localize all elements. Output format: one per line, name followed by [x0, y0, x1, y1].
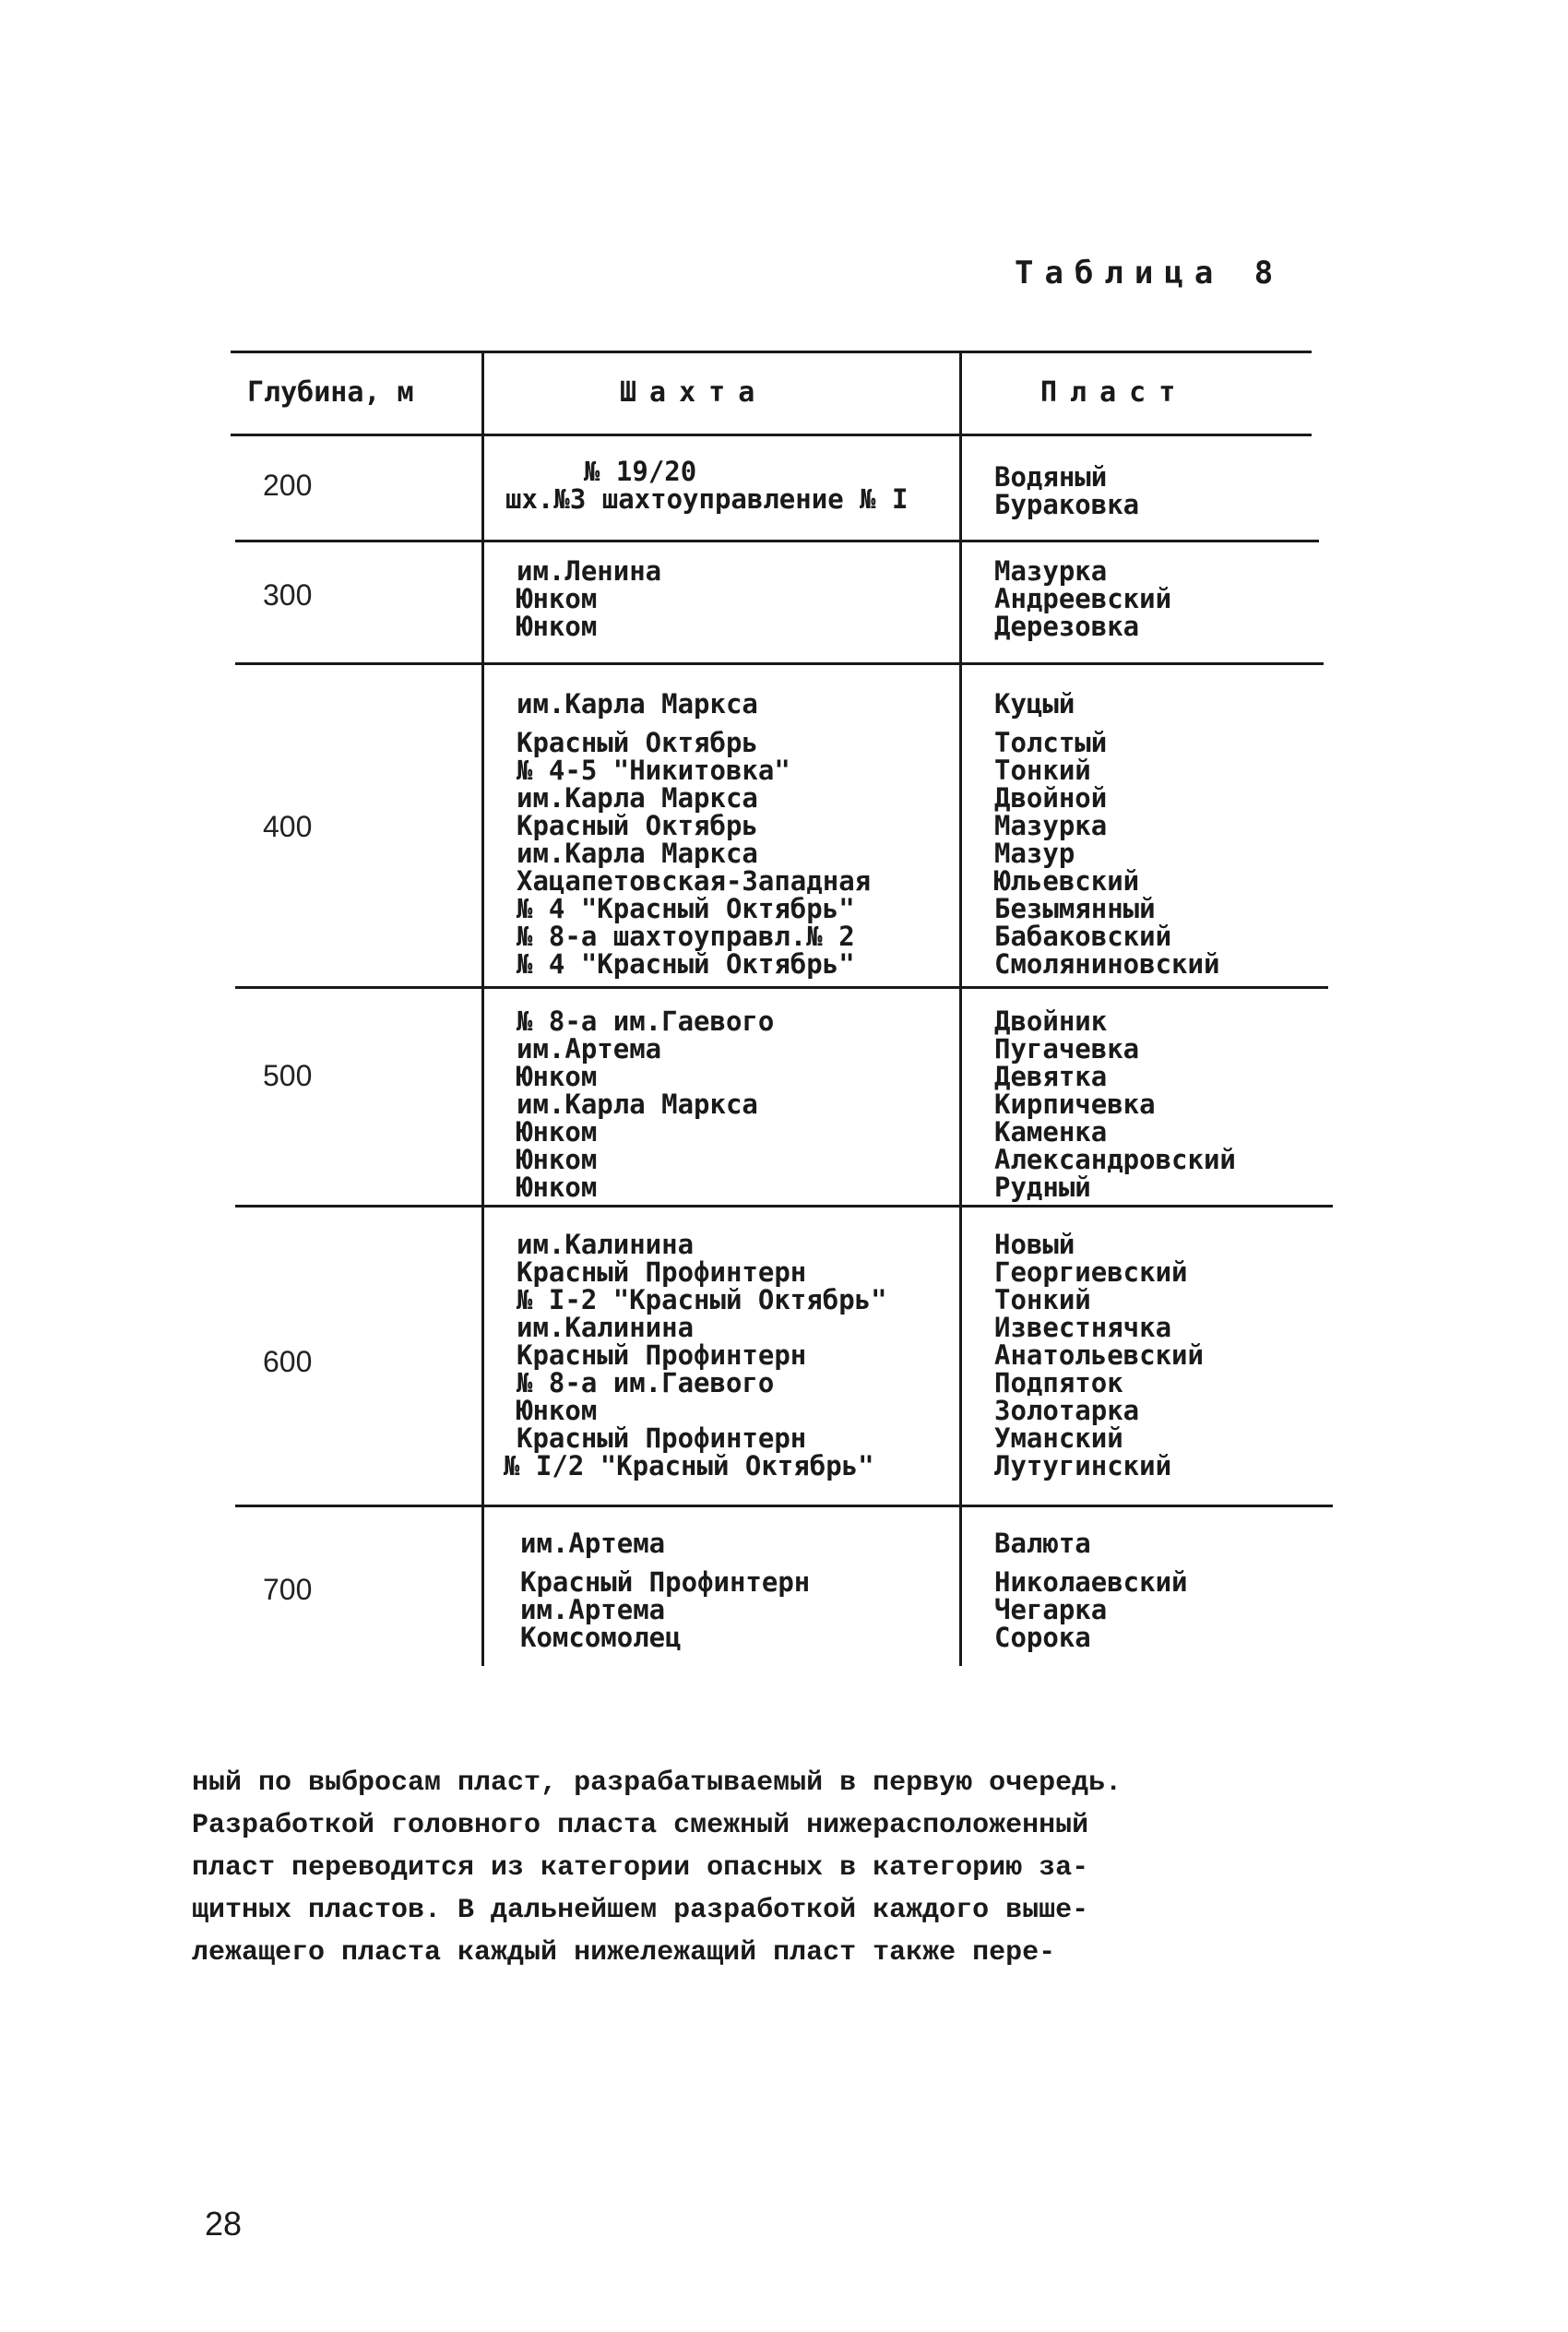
- mine-list: [517, 690, 871, 978]
- seam-item: Александровский: [994, 1144, 1236, 1175]
- mine-list: [520, 1529, 810, 1651]
- mine-item: Юнком: [517, 611, 598, 642]
- mine-item: им.Карла Маркса: [517, 782, 758, 814]
- seam-item: Новый: [994, 1229, 1075, 1260]
- seam-item: Девятка: [994, 1061, 1108, 1092]
- mine-item: им.Артема: [520, 1594, 666, 1625]
- mine-item: им.Ленина: [517, 555, 662, 587]
- mine-item: № I/2 "Красный Октябрь": [504, 1450, 874, 1481]
- seam-item: Бураковка: [994, 489, 1140, 520]
- mine-item: № I-2 "Красный Октябрь": [517, 1284, 887, 1315]
- mine-item: № 8-а им.Гаевого: [517, 1005, 775, 1037]
- mine-item: им.Калинина: [517, 1229, 695, 1260]
- paragraph-line: Разработкой головного пласта смежный нижерасположенный: [192, 1810, 1089, 1841]
- seam-item: Чегарка: [994, 1594, 1108, 1625]
- seam-item: Дерезовка: [994, 611, 1140, 642]
- mine-item: Юнком: [517, 1144, 598, 1175]
- row-divider: [235, 1205, 1333, 1208]
- seam-list: [994, 1231, 1204, 1480]
- header-mine: Шахта: [620, 376, 768, 409]
- mine-item: им.Калинина: [517, 1312, 695, 1343]
- seam-item: Мазурка: [994, 555, 1108, 587]
- mine-item: им.Артема: [517, 1033, 662, 1065]
- mine-item: № 8-а шахтоуправл.№ 2: [517, 921, 855, 952]
- table-caption: Таблица 8: [1015, 255, 1285, 292]
- mine-item: Красный Профинтерн: [517, 1256, 807, 1288]
- mine-item: № 19/20: [584, 456, 697, 487]
- mine-item: Красный Профинтерн: [517, 1339, 807, 1371]
- mine-item: Красный Профинтерн: [520, 1566, 811, 1598]
- seam-list: [994, 1007, 1236, 1201]
- seam-item: Толстый: [994, 727, 1108, 758]
- seam-item: Уманский: [994, 1422, 1123, 1454]
- mine-item: им.Артема: [520, 1528, 666, 1559]
- seam-item: Подпяток: [994, 1367, 1123, 1398]
- seam-item: Мазур: [994, 838, 1075, 869]
- mine-item: им.Карла Маркса: [517, 688, 758, 720]
- table-top-rule: [231, 351, 1312, 353]
- mine-list: [517, 557, 661, 640]
- row-divider: [235, 1505, 1333, 1507]
- depth-cell: 700: [263, 1573, 313, 1606]
- seam-item: Известнячка: [994, 1312, 1172, 1343]
- mine-item: им.Карла Маркса: [517, 838, 758, 869]
- mine-item: Хацапетовская-Западная: [517, 865, 872, 897]
- seam-item: Куцый: [994, 688, 1075, 720]
- mine-item: Юнком: [517, 1172, 598, 1203]
- seam-list: [994, 1529, 1188, 1651]
- seam-item: Мазурка: [994, 810, 1108, 841]
- row-divider: [235, 986, 1328, 989]
- seam-item: Николаевский: [994, 1566, 1188, 1598]
- seam-item: Лутугинский: [994, 1450, 1172, 1481]
- depth-cell: 300: [263, 578, 313, 612]
- seam-item: Анатольевский: [994, 1339, 1204, 1371]
- depth-cell: 400: [263, 810, 313, 843]
- seam-item: Тонкий: [994, 755, 1091, 786]
- mine-list: [517, 1007, 774, 1201]
- seam-item: Юльевский: [994, 865, 1140, 897]
- mine-item: Юнком: [517, 1395, 598, 1426]
- seam-item: Кирпичевка: [994, 1089, 1156, 1120]
- seam-item: Тонкий: [994, 1284, 1091, 1315]
- mine-list: [504, 1229, 887, 1481]
- column-divider-right: [959, 351, 962, 1666]
- mine-item: Комсомолец: [520, 1622, 682, 1653]
- depth-cell: 500: [263, 1059, 313, 1092]
- seam-item: Валюта: [994, 1528, 1091, 1559]
- seam-item: Золотарка: [994, 1395, 1140, 1426]
- paragraph-line: щитных пластов. В дальнейшем разработкой каждого выше-: [192, 1895, 1089, 1926]
- seam-list: [994, 557, 1171, 640]
- mine-item: № 4 "Красный Октябрь": [517, 948, 855, 980]
- seam-item: Пугачевка: [994, 1033, 1140, 1065]
- body-paragraph: [192, 1762, 1409, 1974]
- seam-item: Бабаковский: [994, 921, 1172, 952]
- mine-item: № 4-5 "Никитовка": [517, 755, 790, 786]
- seam-item: Сорока: [994, 1622, 1091, 1653]
- depth-cell: 600: [263, 1345, 313, 1378]
- column-divider-left: [481, 351, 484, 1666]
- seam-list: [994, 463, 1139, 518]
- seam-item: Андреевский: [994, 583, 1172, 614]
- page-number: 28: [205, 2205, 243, 2243]
- header-seam: Пласт: [1040, 376, 1189, 409]
- mine-item: Юнком: [517, 1116, 598, 1148]
- mine-item: Юнком: [517, 583, 598, 614]
- mine-item: Красный Октябрь: [517, 727, 758, 758]
- mine-item: Красный Октябрь: [517, 810, 758, 841]
- paragraph-line: ный по выбросам пласт, разрабатываемый в первую очередь.: [192, 1767, 1123, 1799]
- seam-item: Двойной: [994, 782, 1108, 814]
- row-divider: [235, 540, 1319, 542]
- seam-item: Рудный: [994, 1172, 1091, 1203]
- seam-item: Безымянный: [994, 893, 1156, 924]
- seam-item: Георгиевский: [994, 1256, 1188, 1288]
- mine-item: Красный Профинтерн: [517, 1422, 807, 1454]
- paragraph-line: лежащего пласта каждый нижележащий пласт также пере-: [192, 1937, 1056, 1969]
- seam-item: Смоляниновский: [994, 948, 1220, 980]
- header-bottom-rule: [231, 434, 1312, 436]
- header-depth: Глубина, м: [247, 376, 414, 409]
- mine-list: [505, 458, 909, 513]
- depth-cell: 200: [263, 469, 313, 502]
- seam-item: Каменка: [994, 1116, 1108, 1148]
- row-divider: [235, 662, 1324, 665]
- mine-item: № 4 "Красный Октябрь": [517, 893, 855, 924]
- paragraph-line: пласт переводится из категории опасных в категорию за-: [192, 1852, 1089, 1884]
- seam-list: [994, 690, 1219, 978]
- mine-item: Юнком: [517, 1061, 598, 1092]
- mine-item: № 8-а им.Гаевого: [517, 1367, 775, 1398]
- seam-item: Двойник: [994, 1005, 1108, 1037]
- mine-item: шх.№3 шахтоуправление № I: [505, 483, 909, 515]
- mine-item: им.Карла Маркса: [517, 1089, 758, 1120]
- seam-item: Водяный: [994, 461, 1108, 493]
